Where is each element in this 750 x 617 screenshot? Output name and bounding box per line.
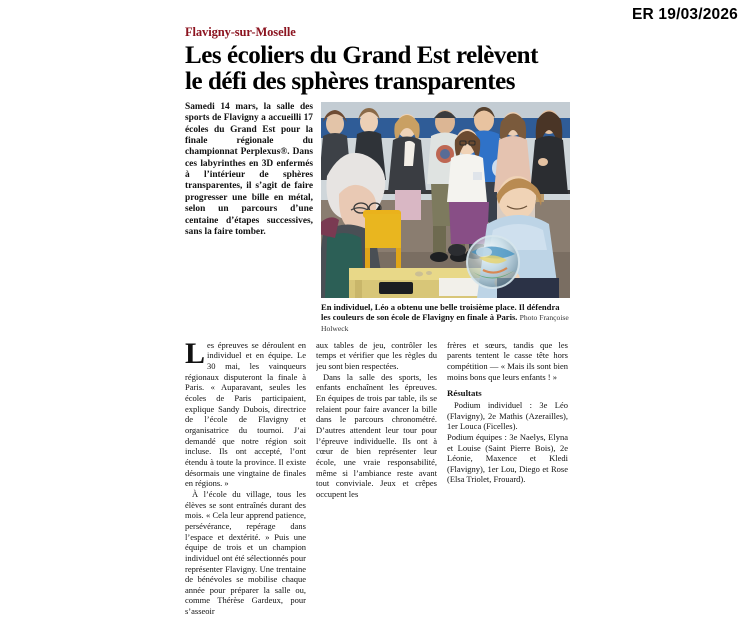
article xyxy=(185,26,570,617)
results-line: Podium individuel : 3e Léo (Flavigny), 2e Mathis (Azerailles), 1er Louca (Ficelles). xyxy=(447,399,568,432)
paragraph: Les épreuves se déroulent en individuel et en équipe. Le 30 mai, les vainqueurs régionaux disputeront la finale à Paris. « Auparavant, seules les écoles de Paris participaient, explique Sandy Dubois, directrice de l’école de Flavigny et organisatrice du tournoi. J’ai demandé que notre région soit incluse. Ils ont accepté, l’ont étendu à toute la province. Il existe désormais une vingtaine de finales en régions. » xyxy=(185,339,306,489)
photo-illustration xyxy=(321,102,570,298)
article-kicker: Flavigny-sur-Moselle xyxy=(185,25,296,39)
photo-caption xyxy=(321,302,570,334)
article-headline xyxy=(185,43,570,96)
photo-credit: Photo Françoise Holweck xyxy=(321,313,569,334)
body-column-2 xyxy=(316,340,437,617)
headline-line-1: Les écoliers du Grand Est relèvent xyxy=(185,41,538,69)
paragraph: frères et sœurs, tandis que les parents tentent le casse tête hors compétition — « Mais ils sont bien moins bons que leurs enfants ! » xyxy=(447,339,568,382)
paragraph: aux tables de jeu, contrôler les temps et vérifier que les règles du jeu sont bien respectées. xyxy=(316,339,437,372)
photo-block xyxy=(321,102,570,334)
masthead-label: ER 19/03/2026 xyxy=(631,6,738,23)
caption-lead: En individuel, Léo a obtenu une belle troisième place. Il défendra les couleurs de son école de Flavigny en finale à Paris. xyxy=(321,301,560,323)
paragraph: À l’école du village, tous les élèves se sont entraînés durant des mois. « Cela leur apprend patience, persévérance, repérage dans l’espace et dextérité. » Puis une équipe de trois et un champion individuel ont été sélectionnés pour représenter Flavigny. Une trentaine de bénévoles se mobilise chaque année pour préparer la salle ou, comme Thérèse Gardeux, pour s’asseoir xyxy=(185,488,306,617)
paragraph: Dans la salle des sports, les enfants enchaînent les épreuves. En équipes de trois par table, ils se relaient pour faire avancer la bille dans le parcours chronométré. D’autres attendent leur tour pour l’épreuve individuelle. Ils ont à cœur de bien représenter leur école, une vraie responsabilité, même si l’ambiance reste avant tout conviviale. Jeux et crêpes occupent les xyxy=(316,371,437,499)
article-body-columns xyxy=(185,340,570,617)
headline-line-2: le défi des sphères transparentes xyxy=(185,68,516,96)
body-column-3 xyxy=(447,340,568,617)
article-standfirst: Samedi 14 mars, la salle des sports de Flavigny a accueilli 17 écoles du Grand Est pour la finale régionale du championnat Perplexus®. Dans ces labyrinthes en 3D enfermés à l’intérieur de sphères transparentes, il s’agit de faire progresser une bille en métal, selon un parcours d’une centaine d’étapes successives, sans la faire tomber. xyxy=(185,101,313,237)
results-line: Podium équipes : 3e Naelys, Elyna et Louise (Saint Pierre Bois), 2e Léonie, Maxence et Kledi (Flavigny), 1er Lou, Diego et Rose (Elsa Triolet, Frouard). xyxy=(447,431,568,485)
body-column-1 xyxy=(185,340,306,617)
results-subhead: Résultats xyxy=(447,388,482,399)
article-upper-zone xyxy=(185,102,570,334)
article-photo xyxy=(321,102,570,298)
